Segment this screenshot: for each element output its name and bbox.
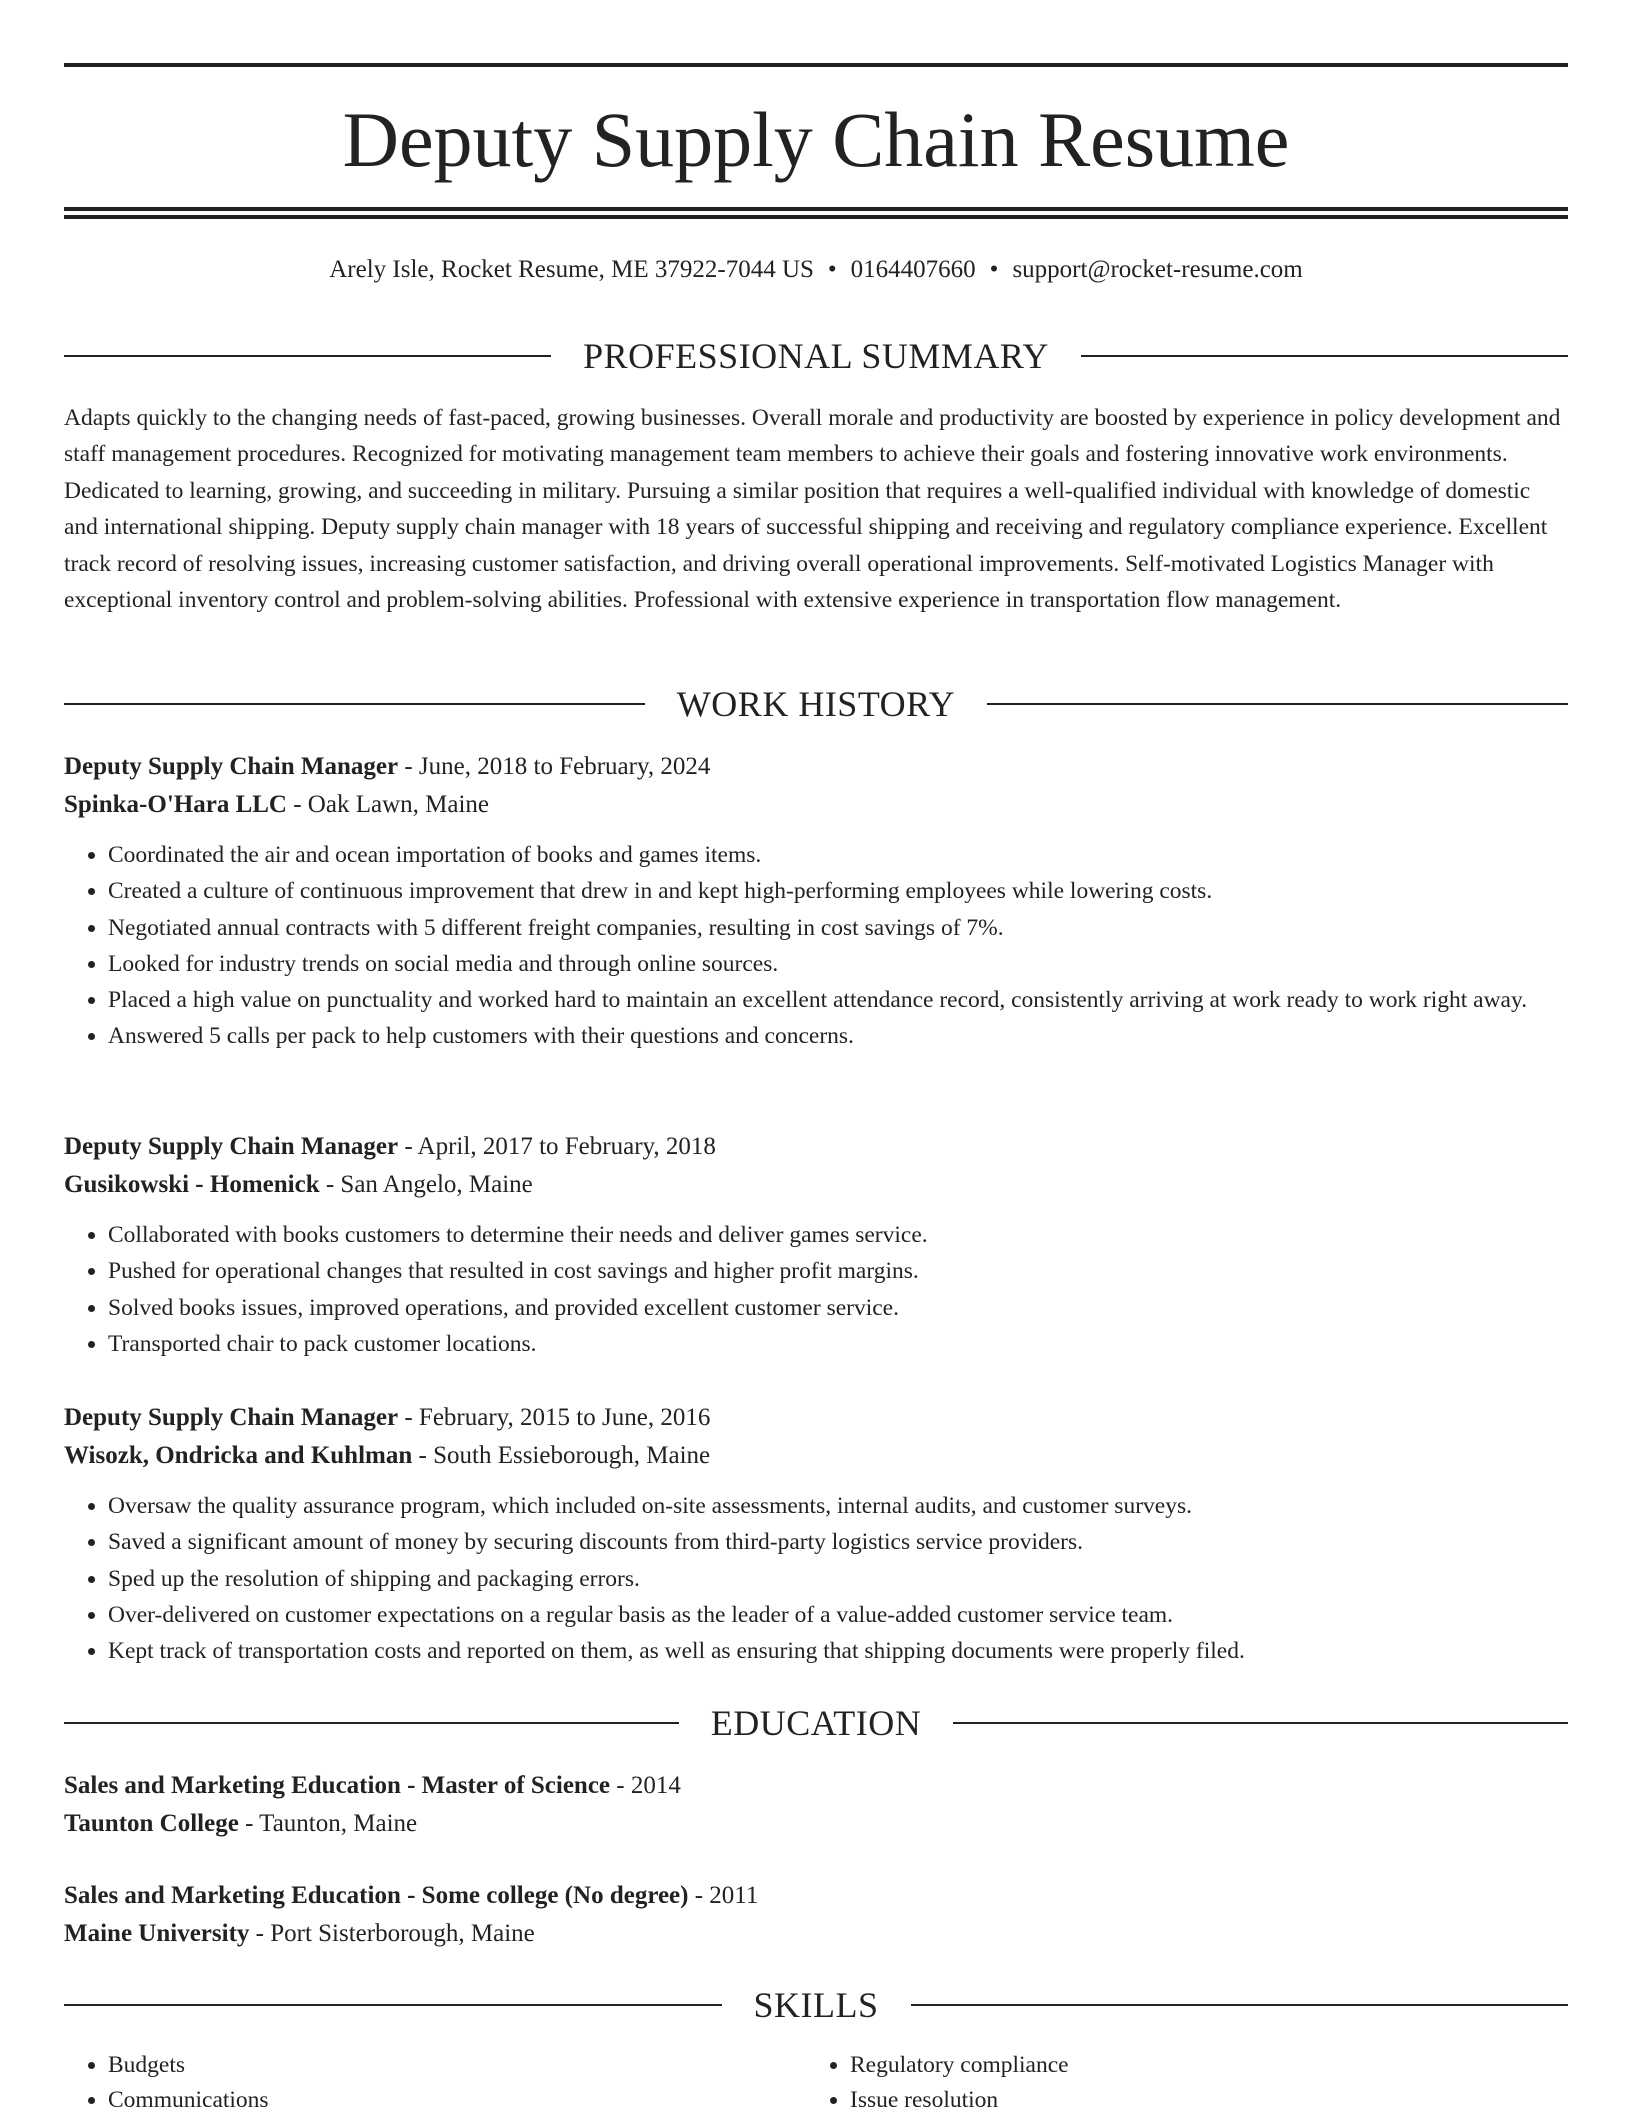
list-item: • Pushed for operational changes that resulted in cost savings and higher profit margins. xyxy=(108,1253,1568,1289)
job-title-line xyxy=(64,1128,1568,1166)
job-bullets xyxy=(64,1488,1568,1669)
skill-item: • Budgets xyxy=(108,2048,806,2083)
job-title: Deputy Supply Chain Manager xyxy=(64,1133,399,1160)
page-title: Deputy Supply Chain Resume xyxy=(342,96,1290,183)
job-dates: - June, 2018 to February, 2024 xyxy=(398,753,711,780)
job-company-line xyxy=(64,786,1568,824)
heading-rule-right xyxy=(953,1722,1568,1724)
job-location: - South Essieborough, Maine xyxy=(412,1442,711,1469)
heading-rule-left xyxy=(64,1722,679,1724)
education-year: - 2014 xyxy=(610,1772,681,1799)
education-school-line xyxy=(64,1805,1568,1843)
job-location: - Oak Lawn, Maine xyxy=(286,791,489,818)
heading-rule-right xyxy=(911,2004,1569,2006)
education-degree: Sales and Marketing Education - Master of Science xyxy=(64,1772,611,1799)
job-title-line xyxy=(64,748,1568,786)
contact-address: Arely Isle, Rocket Resume, ME 37922-7044 US xyxy=(329,256,814,283)
job-location: - San Angelo, Maine xyxy=(319,1171,533,1198)
job-company-line xyxy=(64,1437,1568,1475)
education-school: Taunton College xyxy=(64,1810,239,1837)
top-rule xyxy=(64,63,1568,67)
list-item: • Saved a significant amount of money by securing discounts from third-party logistics service providers. xyxy=(108,1524,1568,1560)
section-heading-work xyxy=(64,684,1568,724)
job-bullets xyxy=(64,837,1568,1055)
list-item: • Created a culture of continuous improvement that drew in and kept high-performing employees while lowering costs. xyxy=(108,873,1568,909)
education-degree: Sales and Marketing Education - Some college (No degree) xyxy=(64,1882,689,1909)
list-item: • Over-delivered on customer expectations on a regular basis as the leader of a value-added customer service team. xyxy=(108,1597,1568,1633)
skill-item: • Issue resolution xyxy=(850,2083,1548,2118)
section-heading-education xyxy=(64,1703,1568,1743)
job-entry xyxy=(64,748,1568,1055)
job-company: Wisozk, Ondricka and Kuhlman xyxy=(64,1442,413,1469)
section-heading-skills xyxy=(64,1985,1568,2025)
section-title: WORK HISTORY xyxy=(676,684,956,724)
contact-phone: 0164407660 xyxy=(850,256,976,283)
job-entry xyxy=(64,1399,1568,1669)
job-dates: - February, 2015 to June, 2016 xyxy=(398,1404,711,1431)
job-company: Spinka-O'Hara LLC xyxy=(64,791,287,818)
skills-column-right xyxy=(806,2048,1548,2118)
list-item: • Looked for industry trends on social media and through online sources. xyxy=(108,946,1568,982)
education-location: - Port Sisterborough, Maine xyxy=(249,1920,535,1947)
list-item: • Answered 5 calls per pack to help customers with their questions and concerns. xyxy=(108,1018,1568,1054)
education-location: - Taunton, Maine xyxy=(238,1810,418,1837)
education-degree-line xyxy=(64,1877,1568,1915)
education-entry xyxy=(64,1767,1568,1843)
contact-separator: • xyxy=(827,256,837,283)
section-title: SKILLS xyxy=(753,1985,879,2025)
job-title: Deputy Supply Chain Manager xyxy=(64,1404,399,1431)
contact-line xyxy=(64,252,1568,288)
title-rule-upper xyxy=(64,207,1568,211)
contact-email: support@rocket-resume.com xyxy=(1012,256,1303,283)
education-year: - 2011 xyxy=(688,1882,759,1909)
list-item: • Negotiated annual contracts with 5 different freight companies, resulting in cost savings of 7%. xyxy=(108,910,1568,946)
job-company: Gusikowski - Homenick xyxy=(64,1171,320,1198)
heading-rule-left xyxy=(64,355,551,357)
job-title-line xyxy=(64,1399,1568,1437)
heading-rule-left xyxy=(64,2004,722,2006)
job-title: Deputy Supply Chain Manager xyxy=(64,753,399,780)
job-company-line xyxy=(64,1166,1568,1204)
heading-rule-left xyxy=(64,703,645,705)
education-entry xyxy=(64,1877,1568,1953)
list-item: • Placed a high value on punctuality and worked hard to maintain an excellent attendance record, consistently arriving at work ready to work right away. xyxy=(108,982,1568,1018)
section-title: PROFESSIONAL SUMMARY xyxy=(583,336,1049,376)
job-bullets xyxy=(64,1217,1568,1362)
section-title: EDUCATION xyxy=(710,1703,922,1743)
list-item: • Transported chair to pack customer locations. xyxy=(108,1326,1568,1362)
heading-rule-right xyxy=(987,703,1568,705)
skill-item: • Communications xyxy=(108,2083,806,2118)
list-item: • Coordinated the air and ocean importation of books and games items. xyxy=(108,837,1568,873)
job-dates: - April, 2017 to February, 2018 xyxy=(398,1133,716,1160)
list-item: • Solved books issues, improved operations, and provided excellent customer service. xyxy=(108,1290,1568,1326)
title-rule-lower xyxy=(64,215,1568,219)
education-degree-line xyxy=(64,1767,1568,1805)
list-item: • Sped up the resolution of shipping and packaging errors. xyxy=(108,1561,1568,1597)
education-school-line xyxy=(64,1915,1568,1953)
skills-list xyxy=(64,2048,1568,2118)
education-school: Maine University xyxy=(64,1920,250,1947)
job-entry xyxy=(64,1128,1568,1362)
contact-separator: • xyxy=(989,256,999,283)
skills-column-left xyxy=(64,2048,806,2118)
skill-item: • Regulatory compliance xyxy=(850,2048,1548,2083)
section-heading-summary xyxy=(64,336,1568,376)
heading-rule-right xyxy=(1081,355,1568,357)
list-item: • Kept track of transportation costs and reported on them, as well as ensuring that shipping documents were properly filed. xyxy=(108,1633,1568,1669)
summary-text: Adapts quickly to the changing needs of fast-paced, growing businesses. Overall morale and productivity are boosted by experience in policy development and staff management procedures. Recognized for motivating management team members to achieve their goals and fostering innovative work environments. Dedicated to learning, growing, and succeeding in military. Pursuing a similar position that requires a well-qualified individual with knowledge of domestic and international shipping. Deputy supply chain manager with 18 years of successful shipping and receiving and regulatory compliance experience. Excellent track record of resolving issues, increasing customer satisfaction, and driving overall operational improvements. Self-motivated Logistics Manager with exceptional inventory control and problem-solving abilities. Professional with extensive experience in transportation flow management. xyxy=(64,405,1561,614)
list-item: • Collaborated with books customers to determine their needs and deliver games service. xyxy=(108,1217,1568,1253)
list-item: • Oversaw the quality assurance program, which included on-site assessments, internal audits, and customer surveys. xyxy=(108,1488,1568,1524)
